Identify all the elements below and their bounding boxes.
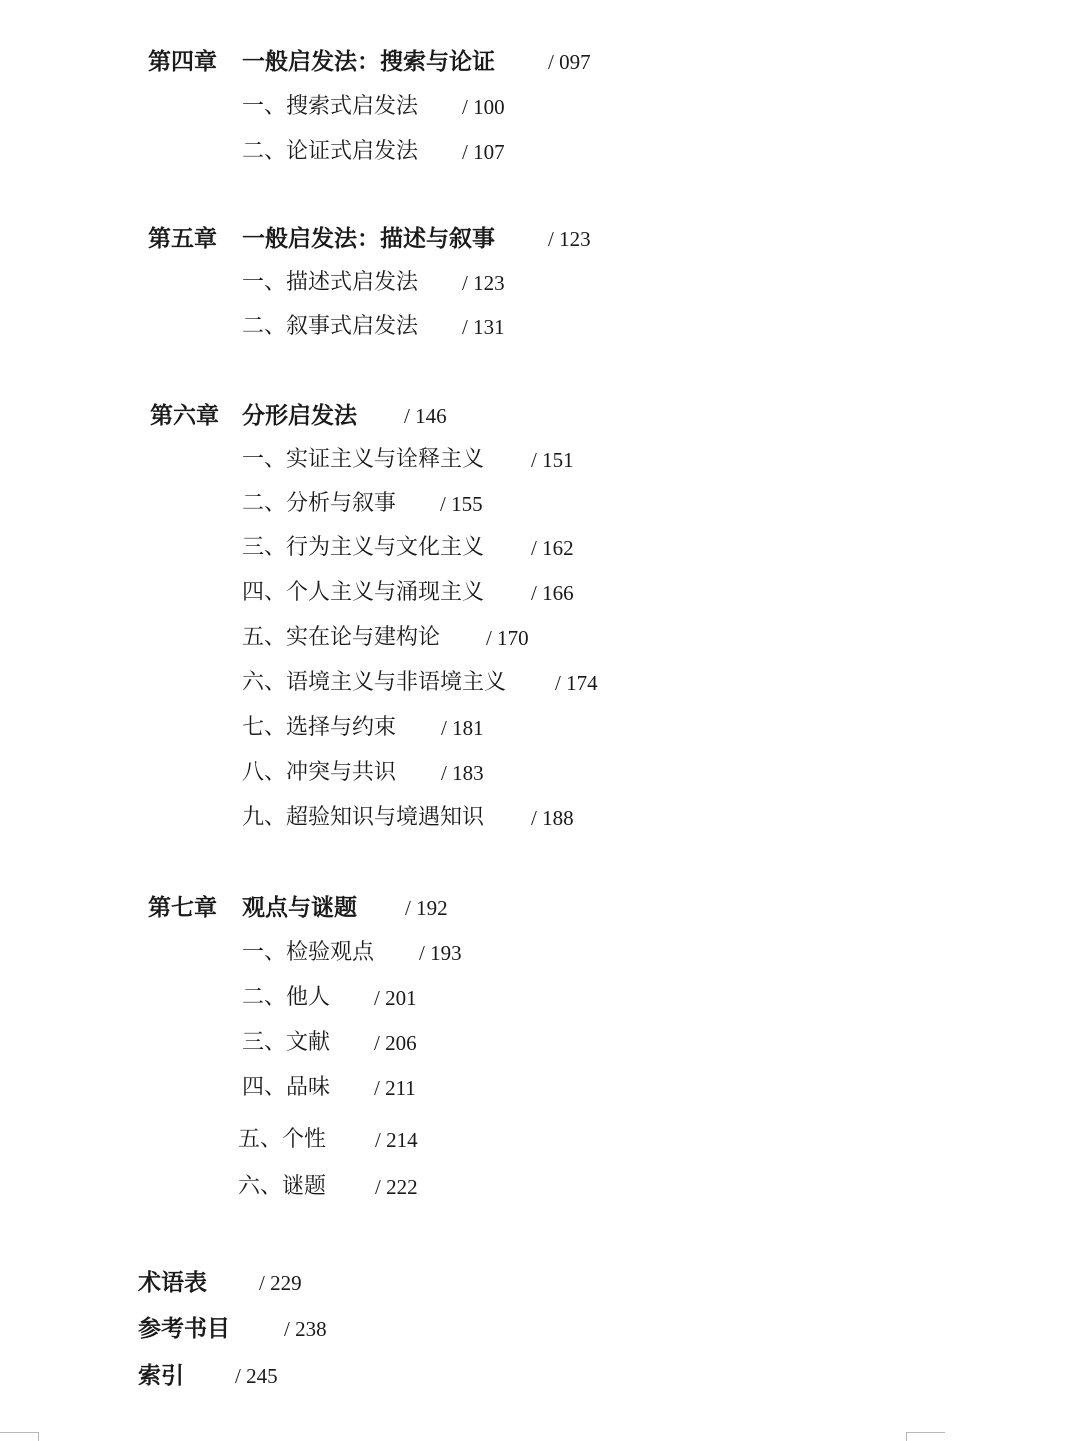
chapter-page-number: / 146: [404, 404, 447, 428]
chapter-label: 第六章: [150, 402, 219, 429]
section-title: 六、语境主义与非语境主义: [242, 670, 507, 695]
section-title: 八、冲突与共识: [242, 760, 397, 785]
chapter-label: 第七章: [148, 894, 217, 921]
section-page-number: / 100: [462, 95, 505, 119]
section-title: 四、品味: [242, 1075, 331, 1100]
chapter-title: 一般启发法：搜索与论证: [242, 48, 495, 75]
section-page-number: / 181: [441, 716, 484, 740]
section-title: 二、他人: [242, 985, 331, 1010]
section-title: 九、超验知识与境遇知识: [242, 805, 485, 830]
backmatter-title: 索引: [138, 1362, 184, 1389]
section-title: 七、选择与约束: [242, 715, 397, 740]
section-title: 一、搜索式启发法: [242, 94, 419, 119]
crop-mark-bottom-left: [0, 1432, 39, 1441]
backmatter-page-number: / 229: [259, 1271, 302, 1295]
section-title: 五、个性: [238, 1127, 327, 1152]
section-page-number: / 170: [486, 626, 529, 650]
section-title: 一、描述式启发法: [242, 270, 419, 295]
chapter-page-number: / 097: [548, 50, 591, 74]
section-page-number: / 206: [374, 1031, 417, 1055]
section-page-number: / 155: [440, 492, 483, 516]
chapter-title: 观点与谜题: [242, 894, 357, 921]
chapter-label: 第五章: [148, 225, 217, 252]
chapter-page-number: / 123: [548, 227, 591, 251]
section-page-number: / 107: [462, 140, 505, 164]
section-title: 二、论证式启发法: [242, 139, 419, 164]
section-page-number: / 162: [531, 536, 574, 560]
section-title: 六、谜题: [238, 1174, 327, 1199]
chapter-page-number: / 192: [405, 896, 448, 920]
section-page-number: / 123: [462, 271, 505, 295]
section-page-number: / 131: [462, 315, 505, 339]
section-title: 一、实证主义与诠释主义: [242, 447, 485, 472]
section-page-number: / 214: [375, 1128, 418, 1152]
backmatter-page-number: / 238: [284, 1317, 327, 1341]
section-title: 二、叙事式启发法: [242, 314, 419, 339]
section-title: 一、检验观点: [242, 940, 375, 965]
section-title: 二、分析与叙事: [242, 491, 397, 516]
section-title: 三、文献: [242, 1030, 331, 1055]
backmatter-title: 术语表: [138, 1269, 207, 1296]
backmatter-title: 参考书目: [138, 1315, 230, 1342]
section-title: 三、行为主义与文化主义: [242, 535, 485, 560]
section-page-number: / 201: [374, 986, 417, 1010]
section-page-number: / 151: [531, 448, 574, 472]
section-page-number: / 188: [531, 806, 574, 830]
crop-mark-bottom-right: [906, 1432, 945, 1441]
section-title: 四、个人主义与涌现主义: [242, 580, 485, 605]
section-page-number: / 211: [374, 1076, 416, 1100]
backmatter-page-number: / 245: [235, 1364, 278, 1388]
chapter-title: 一般启发法：描述与叙事: [242, 225, 495, 252]
chapter-label: 第四章: [148, 48, 217, 75]
section-title: 五、实在论与建构论: [242, 625, 441, 650]
chapter-title: 分形启发法: [242, 402, 357, 429]
section-page-number: / 193: [419, 941, 462, 965]
section-page-number: / 174: [555, 671, 598, 695]
section-page-number: / 166: [531, 581, 574, 605]
section-page-number: / 222: [375, 1175, 418, 1199]
section-page-number: / 183: [441, 761, 484, 785]
